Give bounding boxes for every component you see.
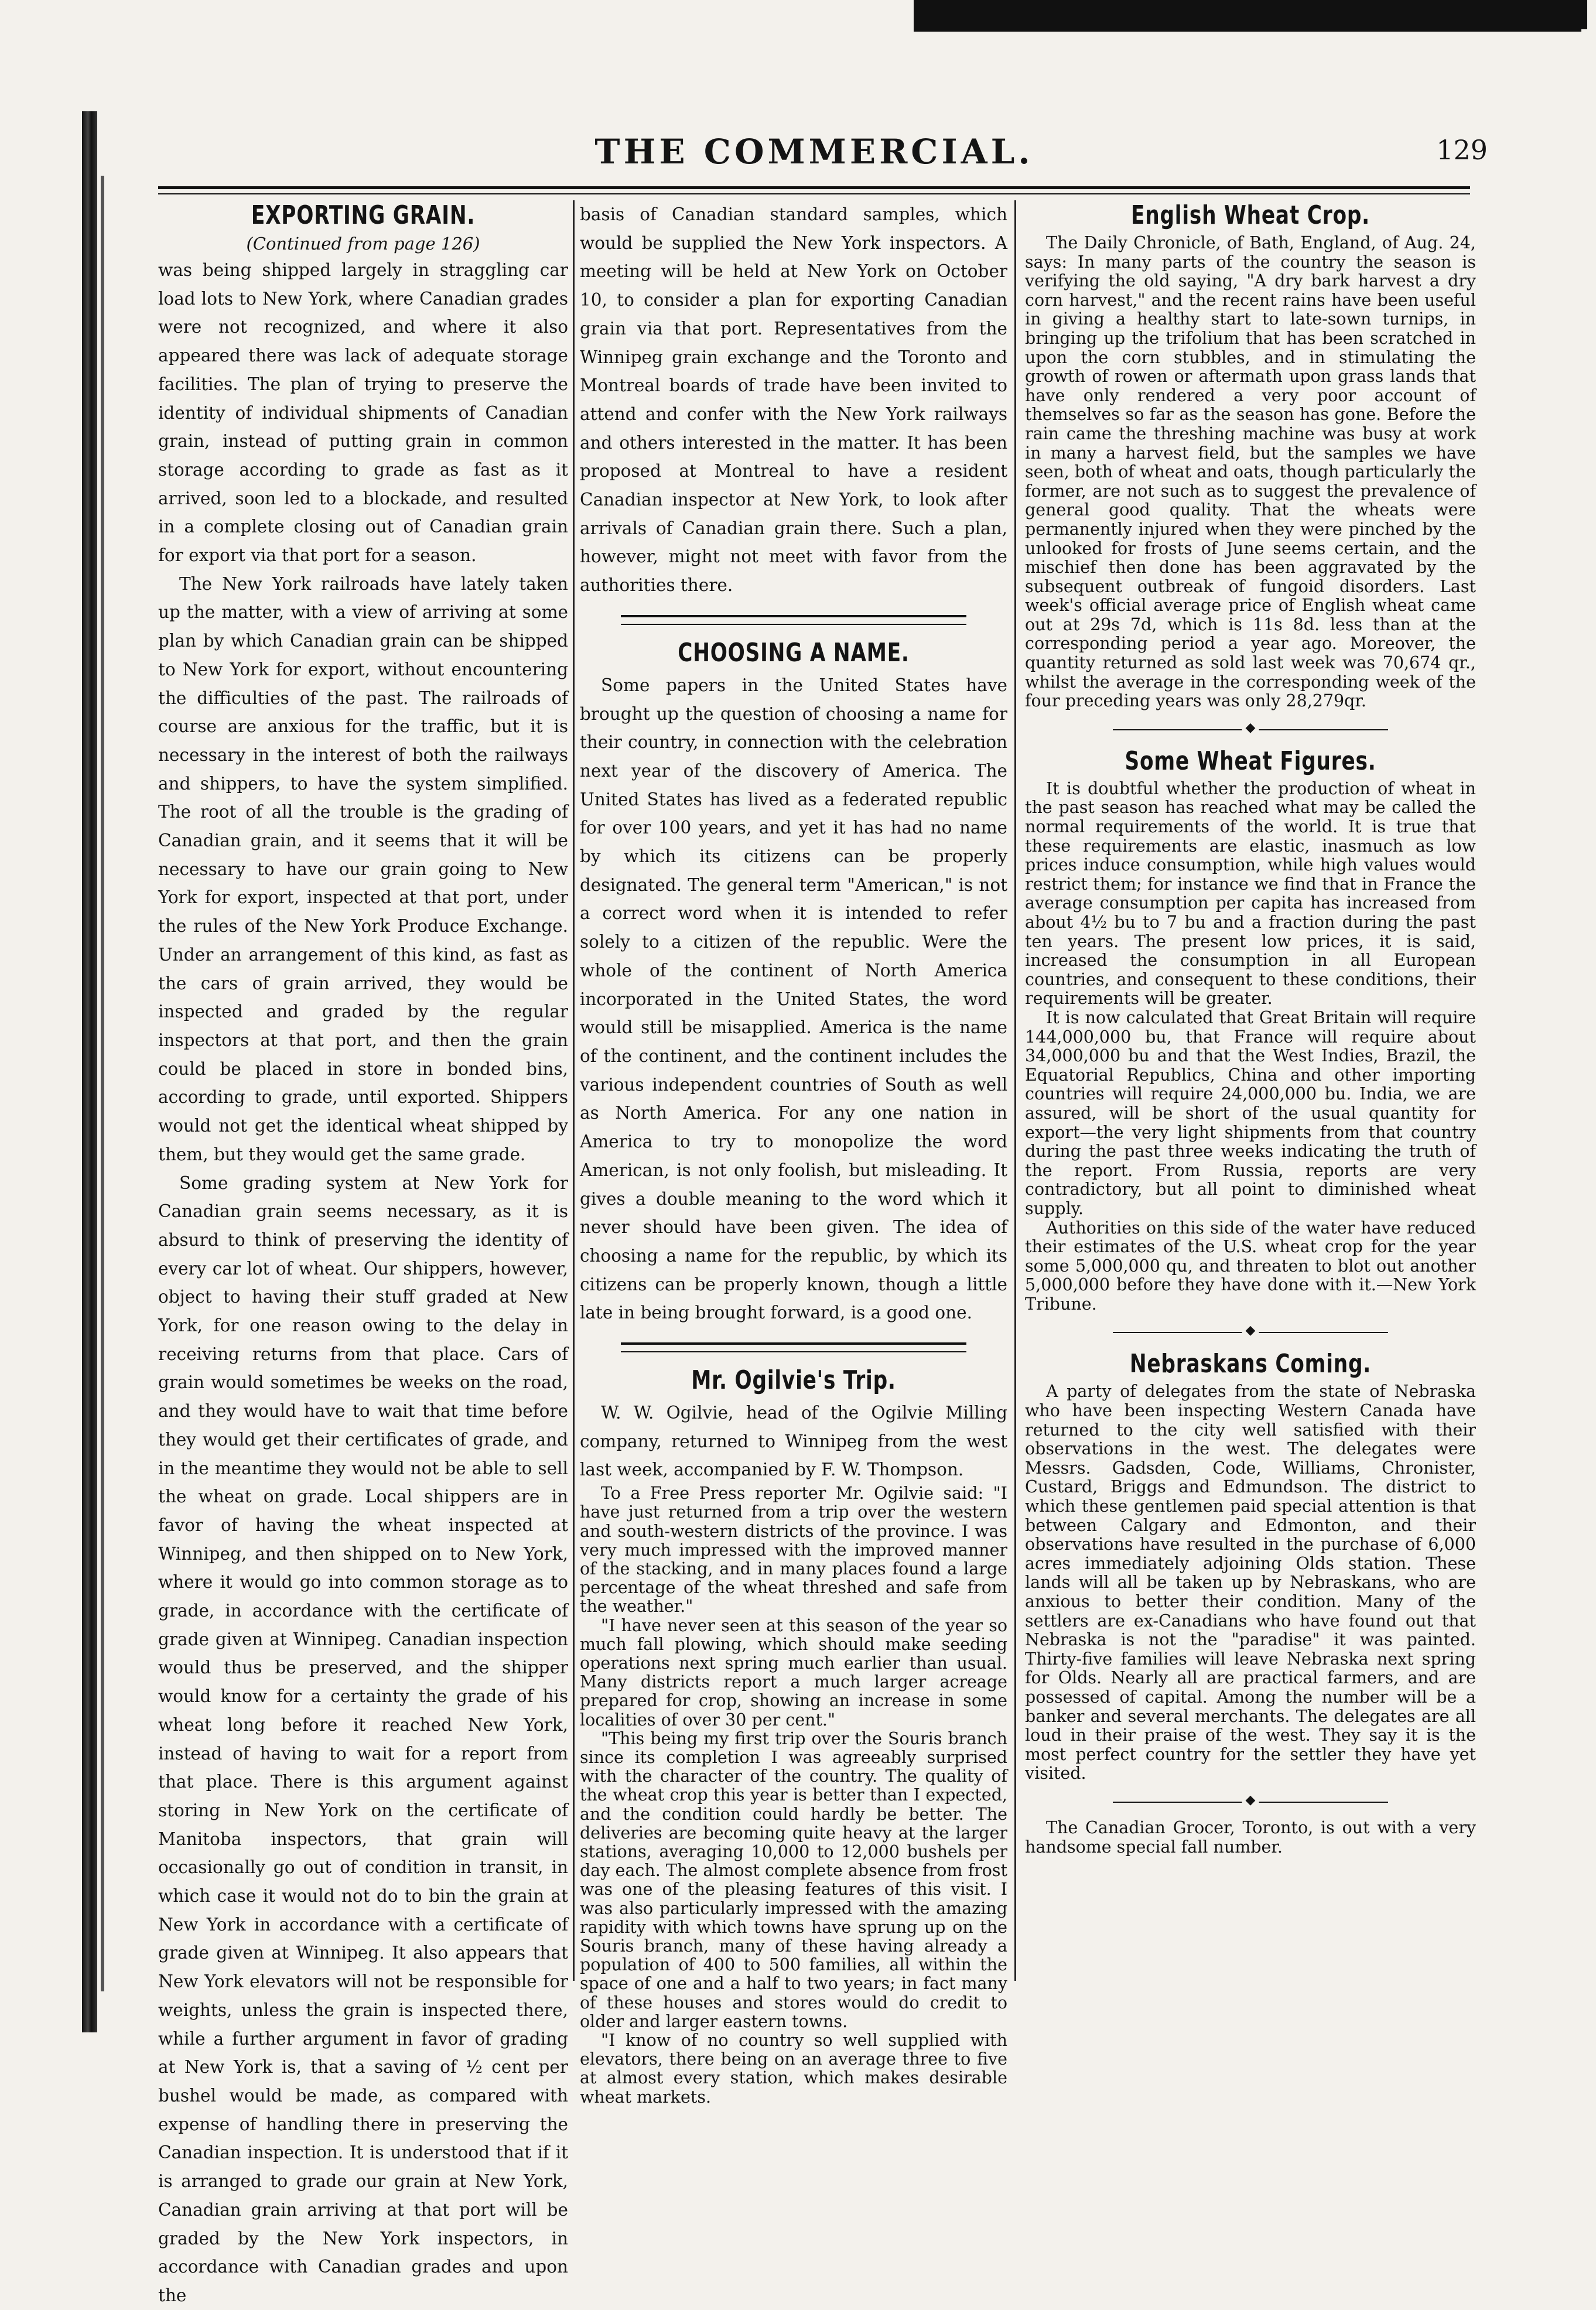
page-binding-edge [82, 111, 97, 2032]
article-paragraph: To a Free Press reporter Mr. Ogilvie said: "I have just returned from a trip over the western and south-western districts of the province. I was very much impressed with the improved manner of the stacking, and in many places found a large percentage of the wheat threshed and safe from the weather." [580, 1484, 1007, 1617]
section-separator [621, 615, 966, 625]
article-paragraph: It is now calculated that Great Britain will require 144,000,000 bu, that France will require about 34,000,000 bu and that the West Indies, Brazil, the Equatorial Republics, China and other importing countries will require 24,000,000 bu. India, we are assured, will be short of the usual quantity for export—the very light shipments from that country during the past three weeks indicating the truth of the report. From Russia, reports are very contradictory, but all point to diminished wheat supply. [1025, 1007, 1476, 1218]
ornamental-separator [1113, 1799, 1388, 1806]
masthead [141, 132, 1488, 184]
masthead-rule-thin [158, 193, 1470, 194]
publication-title: THE COMMERCIAL. [594, 132, 1034, 172]
column-divider-2 [1014, 200, 1016, 1981]
article-paragraph: It is doubtful whether the production of wheat in the past season has reached what may be called the normal requirements of the world. It is true that these requirements are elastic, inasmuch as low prices induce consumption, while high values would restrict them; for instance we find that in France the average consumption per capita has increased from about 4½ bu to 7 bu and a fraction during the past ten years. The present low prices, it is said, increased the consumption in all European countries, and consequent to these conditions, their requirements will be greater. [1025, 778, 1476, 1009]
column-divider-1 [573, 200, 575, 1981]
article-title-exporting-grain: EXPORTING GRAIN. [251, 200, 476, 230]
page-number: 129 [1436, 134, 1488, 166]
ornamental-separator [1113, 1329, 1388, 1336]
column-1 [158, 200, 568, 2305]
article-paragraph: "I have never seen at this season of the year so much fall plowing, which should make seeding operations next spring much earlier than usual. Many districts report a much larger acreage prepared for crop, showing an increase in some localities of over 30 per cent." [580, 1615, 1007, 1730]
top-black-bar [914, 0, 1587, 29]
article-title-nebraskans: Nebraskans Coming. [1129, 1349, 1372, 1379]
article-paragraph: W. W. Ogilvie, head of the Ogilvie Milling company, returned to Winnipeg from the west last week, accompanied by F. W. Thompson. [580, 1403, 1007, 1480]
article-paragraph: was being shipped largely in straggling car load lots to New York, where Canadian grades were not recognized, and where it also appeared there was lack of adequate storage facilities. The plan of trying to preserve the identity of individual shipments of Canadian grain, instead of putting grain in common storage according to grade as fast as it arrived, soon led to a blockade, and resulted in a complete closing out of Canadian grain for export via that port for a season. [158, 260, 568, 566]
article-paragraph: basis of Canadian standard samples, which would be supplied the New York inspectors. A meeting will be held at New York on October 10, to consider a plan for exporting Canadian grain via that port. Representatives from the Winnipeg grain exchange and the Toronto and Montreal boards of trade have been invited to attend and confer with the New York railways and others interested in the matter. It has been proposed at Montreal to have a resident Canadian inspector at New York, to look after arrivals of Canadian grain there. Such a plan, however, might not meet with favor from the authorities there. [580, 204, 1007, 596]
article-paragraph: Some papers in the United States have brought up the question of choosing a name for their country, in connection with the celebration next year of the discovery of America. The United States has lived as a federated republic for over 100 years, and yet it has had no name by which its citizens can be properly designated. The general term "American," is not a correct word when it is intended to refer solely to a citizen of the republic. Were the whole of the continent of North America incorporated in the United States, the word would still be misapplied. America is the name of the continent, and the continent includes the various independent countries of South as well as North America. For any one nation in America to try to monopolize the word American, is not only foolish, but misleading. It gives a double meaning to the word which it never should have been given. The idea of choosing a name for the republic, by which its citizens can be properly known, though a little late in being brought forward, is a good one. [580, 675, 1007, 1323]
article-paragraph: The Canadian Grocer, Toronto, is out with a very handsome special fall number. [1025, 1817, 1476, 1857]
article-paragraph: The Daily Chronicle, of Bath, England, of Aug. 24, says: In many parts of the country the season is verifying the old saying, "A dry bark harvest a dry corn harvest," and the recent rains have been useful in giving a healthy start to late-sown turnips, in bringing up the trifolium that has been scratched in upon the corn stubbles, and in stimulating the growth of rowen or aftermath upon grass lands that have only rendered a very poor account of themselves so far as the season has gone. Before the rain came the threshing machine was busy at work in many a harvest field, but the samples we have seen, both of wheat and oats, though particularly the former, are not such as to suggest the prevalence of general good quality. That the wheats were permanently injured when they were pinched by the unlooked for frosts of June seems certain, and the mischief then done has been aggravated by the subsequent outbreak of fungoid disorders. Last week's official average price of English wheat came out at 29s 7d, which is 11s 8d. less than at the corresponding period a year ago. Moreover, the quantity returned as sold last week was 70,674 qr., whilst the average in the corresponding week of the four preceding years was only 28,279qr. [1025, 233, 1476, 711]
ornamental-separator [1113, 726, 1388, 733]
article-title-choosing-a-name: CHOOSING A NAME. [678, 637, 910, 668]
top-rule [914, 29, 1581, 32]
article-title-wheat-figures: Some Wheat Figures. [1125, 746, 1376, 776]
article-title-english-wheat: English Wheat Crop. [1131, 200, 1370, 230]
masthead-rule-thick [158, 186, 1470, 189]
article-paragraph: The New York railroads have lately taken up the matter, with a view of arriving at some plan by which Canadian grain can be shipped to New York for export, without encountering the difficulties of the past. The railroads of course are anxious for the traffic, but it is necessary in the interest of both the railways and shippers, to have the system simplified. The root of all the trouble is the grading of Canadian grain, and it seems that it will be necessary to have our grain going to New York for export, inspected at that port, under the rules of the New York Produce Exchange. Under an arrangement of this kind, as fast as the cars of grain arrived, they would be inspected and graded by the regular inspectors at that port, and then the grain could be placed in store in bonded bins, according to grade, until exported. Shippers would not get the identical wheat shipped by them, but they would get the same grade. [158, 573, 568, 1164]
continued-note: (Continued from page 126) [246, 234, 480, 254]
column-3 [1025, 200, 1476, 1987]
article-paragraph: A party of delegates from the state of Nebraska who have been inspecting Western Canada have returned to the city well satisfied with their observations in the west. The delegates were Messrs. Gadsden, Code, Williams, Chronister, Custard, Briggs and Edmundson. The district to which these gentlemen paid special attention is that between Calgary and Edmonton, and their observations have resulted in the purchase of 6,000 acres immediately adjoining Olds station. These lands will all be taken up by Nebraskans, who are anxious to better their condition. Many of the settlers are ex-Canadians who have found out that Nebraska is not the "paradise" it was painted. Thirty-five families will leave Nebraska next spring for Olds. Nearly all are practical farmers, and are possessed of capital. Among the number will be a banker and several merchants. The delegates are all loud in their praise of the west. They say it is the most perfect country for the settler they have yet visited. [1025, 1382, 1476, 1783]
article-paragraph: "I know of no country so well supplied with elevators, there being on an average three to five at almost every station, which makes desirable wheat markets. [580, 2031, 1007, 2107]
column-2 [580, 200, 1007, 2107]
section-separator [621, 1342, 966, 1352]
article-paragraph: Authorities on this side of the water have reduced their estimates of the U.S. wheat crop for the year some 5,000,000 qu, and threaten to blot out another 5,000,000 before they have done with it.—New York Tribune. [1025, 1218, 1476, 1314]
article-paragraph: "This being my first trip over the Souris branch since its completion I was agreeably surprised with the character of the country. The quality of the wheat crop this year is better than I expected, and the condition could hardly be better. The deliveries are becoming quite heavy at the larger stations, averaging 10,000 to 12,000 bushels per day each. The almost complete absence from frost was one of the pleasing features of this visit. I was also particularly impressed with the amazing rapidity with which towns have sprung up on the Souris branch, many of these having already a population of 400 to 500 families, all within the space of one and a half to two years; in fact many of these houses and stores would do credit to older and larger eastern towns. [580, 1728, 1007, 2031]
article-paragraph: Some grading system at New York for Canadian grain seems necessary, as it is absurd to think of preserving the identity of every car lot of wheat. Our shippers, however, object to having their stuff graded at New York, for one reason owing to the delay in receiving returns from that place. Cars of grain would sometimes be weeks on the road, and they would have to wait that time before they would get their certificates of grade, and in the meantime they would not be able to sell the wheat on grade. Local shippers are in favor of having the wheat inspected at Winnipeg, and then shipped on to New York, where it would go into common storage as to grade, in accordance with the certificate of grade given at Winnipeg. Canadian inspection would thus be preserved, and the shipper would know for a certainty the grade of his wheat long before it reached New York, instead of having to wait for a report from that place. There is this argument against storing in New York on the certificate of Manitoba inspectors, that grain will occasionally go out of condition in transit, in which case it would not do to bin the grain at New York in accordance with a certificate of grade given at Winnipeg. It also appears that New York elevators will not be responsible for weights, unless the grain is inspected there, while a further argument in favor of grading at New York is, that a saving of ½ cent per bushel would be made, as compared with expense of handling there in preserving the Canadian inspection. It is understood that if it is arranged to grade our grain at New York, Canadian grain arriving at that port will be graded by the New York inspectors, in accordance with Canadian grades and upon the [158, 1173, 568, 2305]
article-title-ogilvie-trip: Mr. Ogilvie's Trip. [691, 1365, 896, 1396]
page-binding-shadow [101, 176, 104, 1991]
